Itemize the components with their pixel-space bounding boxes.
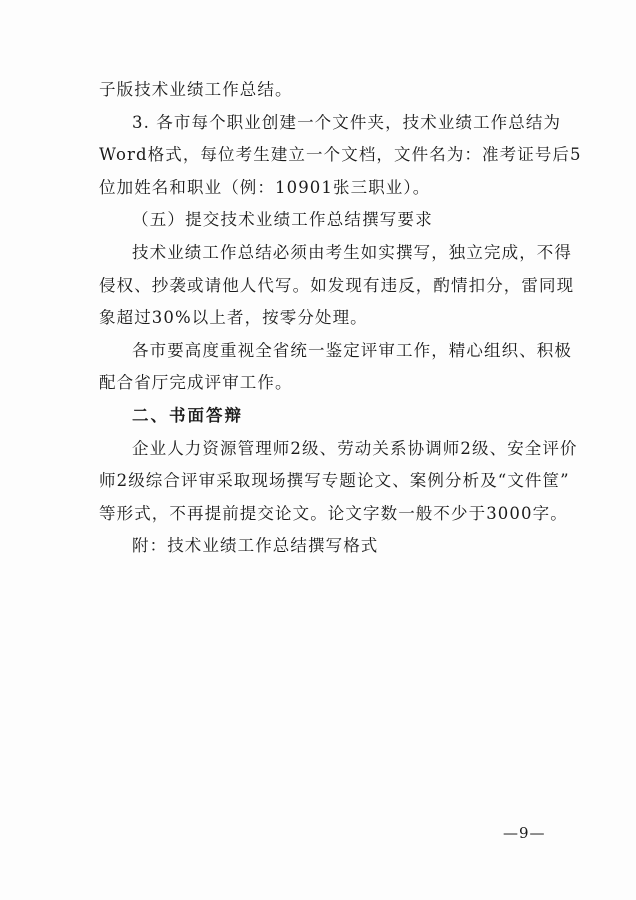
page-number: —9— bbox=[503, 824, 546, 842]
section-heading: 二、书面答辩 bbox=[132, 405, 243, 425]
section-subheading: （五）提交技术业绩工作总结撰写要求 bbox=[132, 210, 433, 230]
paragraph-line-14: 等形式，不再提前提交论文。论文字数一般不少于3000字。 bbox=[99, 503, 568, 523]
paragraph-line-7: 侵权、抄袭或请他人代写。如发现有违反，酌情扣分，雷同现 bbox=[99, 275, 575, 295]
paragraph-line-2: 3. 各市每个职业创建一个文件夹，技术业绩工作总结为 bbox=[132, 112, 562, 132]
paragraph-line-9: 各市要高度重视全省统一鉴定评审工作，精心组织、积极 bbox=[132, 340, 572, 360]
paragraph-line-13: 师2级综合评审采取现场撰写专题论文、案例分析及“文件筐” bbox=[99, 471, 570, 491]
paragraph-line-6: 技术业绩工作总结必须由考生如实撰写，独立完成，不得 bbox=[132, 242, 572, 262]
paragraph-line-12: 企业人力资源管理师2级、劳动关系协调师2级、安全评价 bbox=[132, 438, 578, 458]
paragraph-line-10: 配合省厅完成评审工作。 bbox=[99, 373, 293, 393]
attachment-note: 附：技术业绩工作总结撰写格式 bbox=[132, 536, 379, 556]
paragraph-line-1: 子版技术业绩工作总结。 bbox=[99, 80, 293, 99]
document-body bbox=[99, 74, 582, 563]
paragraph-line-4: 位加姓名和职业（例：10901张三职业）。 bbox=[99, 177, 431, 197]
paragraph-line-3: Word格式，每位考生建立一个文档，文件名为：准考证号后5 bbox=[99, 145, 582, 165]
paragraph-line-8: 象超过30%以上者，按零分处理。 bbox=[99, 308, 368, 328]
